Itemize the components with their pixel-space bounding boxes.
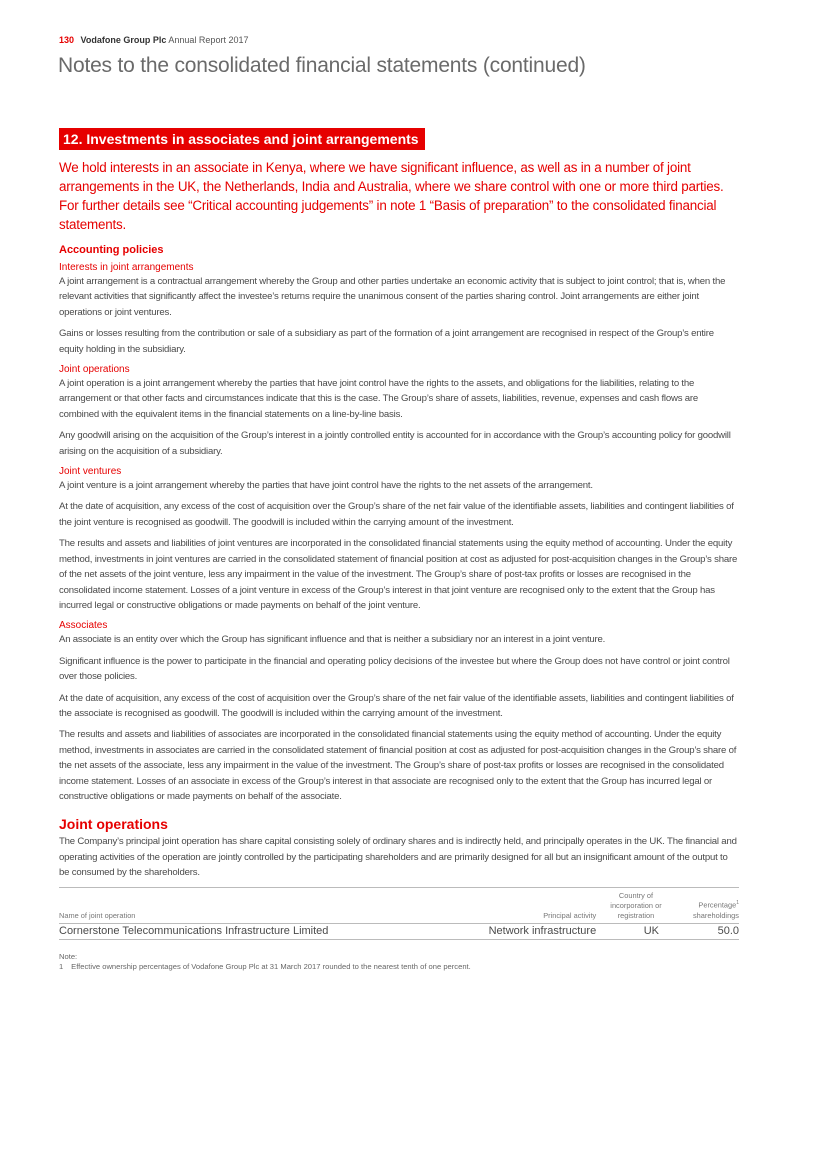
policy-paragraph: An associate is an entity over which the Group has significant influence and that is neither a subsidiary nor an interest in a joint venture. <box>59 634 606 646</box>
policy-block-associates <box>59 619 739 804</box>
policy-paragraph: Gains or losses resulting from the contribution or sale of a subsidiary as part of the formation of a joint arrangement are recognised in respect of the Group’s entire equity holding in the subsidiary. <box>59 328 714 355</box>
policy-paragraph: The results and assets and liabilities of joint ventures are incorporated in the consolidated financial statements using the equity method of accounting. Under the equity method, investments in joint ventures are carried in the consolidated statement of financial position at cost as adjusted for post-acquisition changes in the Group’s share of the net assets of the joint venture, less any impairment in the value of the investment. The Group’s share of post-tax profits or losses are recognised in the consolidated income statement. Losses of a joint venture in excess of the Group’s interest in that joint venture are recognised only to the extent that the Group has incurred legal or constructive obligations or made payments on behalf of the joint venture. <box>59 538 738 611</box>
cell-activity: Network infrastructure <box>467 923 596 939</box>
policy-paragraph: The results and assets and liabilities of associates are incorporated in the consolidated financial statements using the equity method of accounting. Under the equity method, investments in associates are carried in the consolidated statement of financial position at cost as adjusted for post-acquisition changes in the Group’s share of the net assets of the associate, less any impairment in the value of the investment. The Group’s share of post-tax profits or losses are recognised in the consolidated income statement. Losses of an associate in excess of the Group’s interest in that associate are recognised only to the extent that the Group has incurred legal or constructive obligations or made payments on behalf of the associate. <box>59 729 737 802</box>
cell-share: 50.0 <box>671 923 739 939</box>
cell-name: Cornerstone Telecommunications Infrastructure Limited <box>59 923 467 939</box>
policy-subheading: Associates <box>59 620 108 632</box>
policy-paragraph: A joint operation is a joint arrangement whereby the parties that have joint control have the rights to the assets, and obligations for the liabilities, relating to the arrangement or that other facts and circumstances indicate that this is the case. The Group’s share of assets, liabilities, revenue, expenses and cash flows are combined with the equivalent items in the financial statements on a line-by-line basis. <box>59 378 699 420</box>
main-content <box>59 128 739 972</box>
joint-operations-text: The Company’s principal joint operation has share capital consisting solely of ordinary shares and is indirectly held, and principally operates in the UK. The financial and operating activities of the operation are jointly controlled by the participating shareholders and are primarily designed for all but an insignificant amount of the output to be consumed by the shareholders. <box>59 836 737 879</box>
policy-subheading: Interests in joint arrangements <box>59 262 194 273</box>
note-text: Effective ownership percentages of Vodafone Group Plc at 31 March 2017 rounded to the nearest tenth of one percent. <box>71 961 471 971</box>
col-header-share: Percentage$^1$ shareholdings <box>692 900 739 920</box>
page-title: Notes to the consolidated financial statements (continued) <box>58 54 586 77</box>
policy-paragraph: A joint venture is a joint arrangement whereby the parties that have joint control have the rights to the net assets of the arrangement. <box>59 480 593 492</box>
col-header-name: Name of joint operation <box>59 910 136 920</box>
table-row <box>59 923 739 939</box>
policy-paragraph: Any goodwill arising on the acquisition of the Group’s interest in a jointly controlled entity is accounted for in accordance with the Group’s accounting policy for goodwill arising on the acquisition of a subsidiary. <box>59 430 731 457</box>
col-header-activity: Principal activity <box>543 910 597 920</box>
policy-subheading: Joint ventures <box>59 466 122 478</box>
table-header-row <box>59 887 739 923</box>
col-header-country: Country of incorporation or registration <box>610 890 662 920</box>
report-name: Annual Report 2017 <box>168 35 249 45</box>
page-header <box>59 35 248 45</box>
policy-block-joint-arrangements <box>59 261 739 357</box>
policy-block-joint-ventures <box>59 465 739 613</box>
policy-paragraph: A joint arrangement is a contractual arrangement whereby the Group and other parties undertake an economic activity that is subject to joint control; that is, when the relevant activities that significantly affect the investee’s returns require the unanimous consent of the parties sharing control. Joint arrangements are either joint operations or joint ventures. <box>59 276 726 318</box>
policy-block-joint-operations <box>59 363 739 459</box>
footnote <box>59 952 739 972</box>
cell-country: UK <box>596 923 671 939</box>
note-line <box>59 962 739 972</box>
note-label: Note: <box>59 951 78 961</box>
joint-operations-heading: Joint operations <box>59 816 168 833</box>
policy-paragraph: At the date of acquisition, any excess of the cost of acquisition over the Group’s share of the net fair value of the identifiable assets, liabilities and contingent liabilities of the joint venture is recognised as goodwill. The goodwill is included within the carrying amount of the investment. <box>59 501 734 528</box>
section-heading: 12. Investments in associates and joint arrangements <box>59 128 425 150</box>
policy-paragraph: Significant influence is the power to participate in the financial and operating policy decisions of the investee but where the Group does not have control or joint control over those policies. <box>59 655 730 683</box>
organization-name: Vodafone Group Plc <box>80 35 167 45</box>
joint-operations-table <box>59 887 739 940</box>
policy-subheading: Joint operations <box>59 364 130 376</box>
policy-paragraph: At the date of acquisition, any excess of the cost of acquisition over the Group’s share of the net fair value of the identifiable assets, liabilities and contingent liabilities of the associate is recognised as goodwill. The goodwill is included within the carrying amount of the investment. <box>59 692 734 719</box>
page-number: 130 <box>59 35 75 45</box>
accounting-policies-heading: Accounting policies <box>59 244 164 256</box>
section-intro: We hold interests in an associate in Kenya, where we have significant influence, as well as in a number of joint arrangements in the UK, the Netherlands, India and Australia, where we share control with one or more third parties. For further details see “Critical accounting judgements” in note 1 “Basis of preparation” to the consolidated financial statements. <box>59 160 724 232</box>
note-number: 1 <box>59 961 64 971</box>
